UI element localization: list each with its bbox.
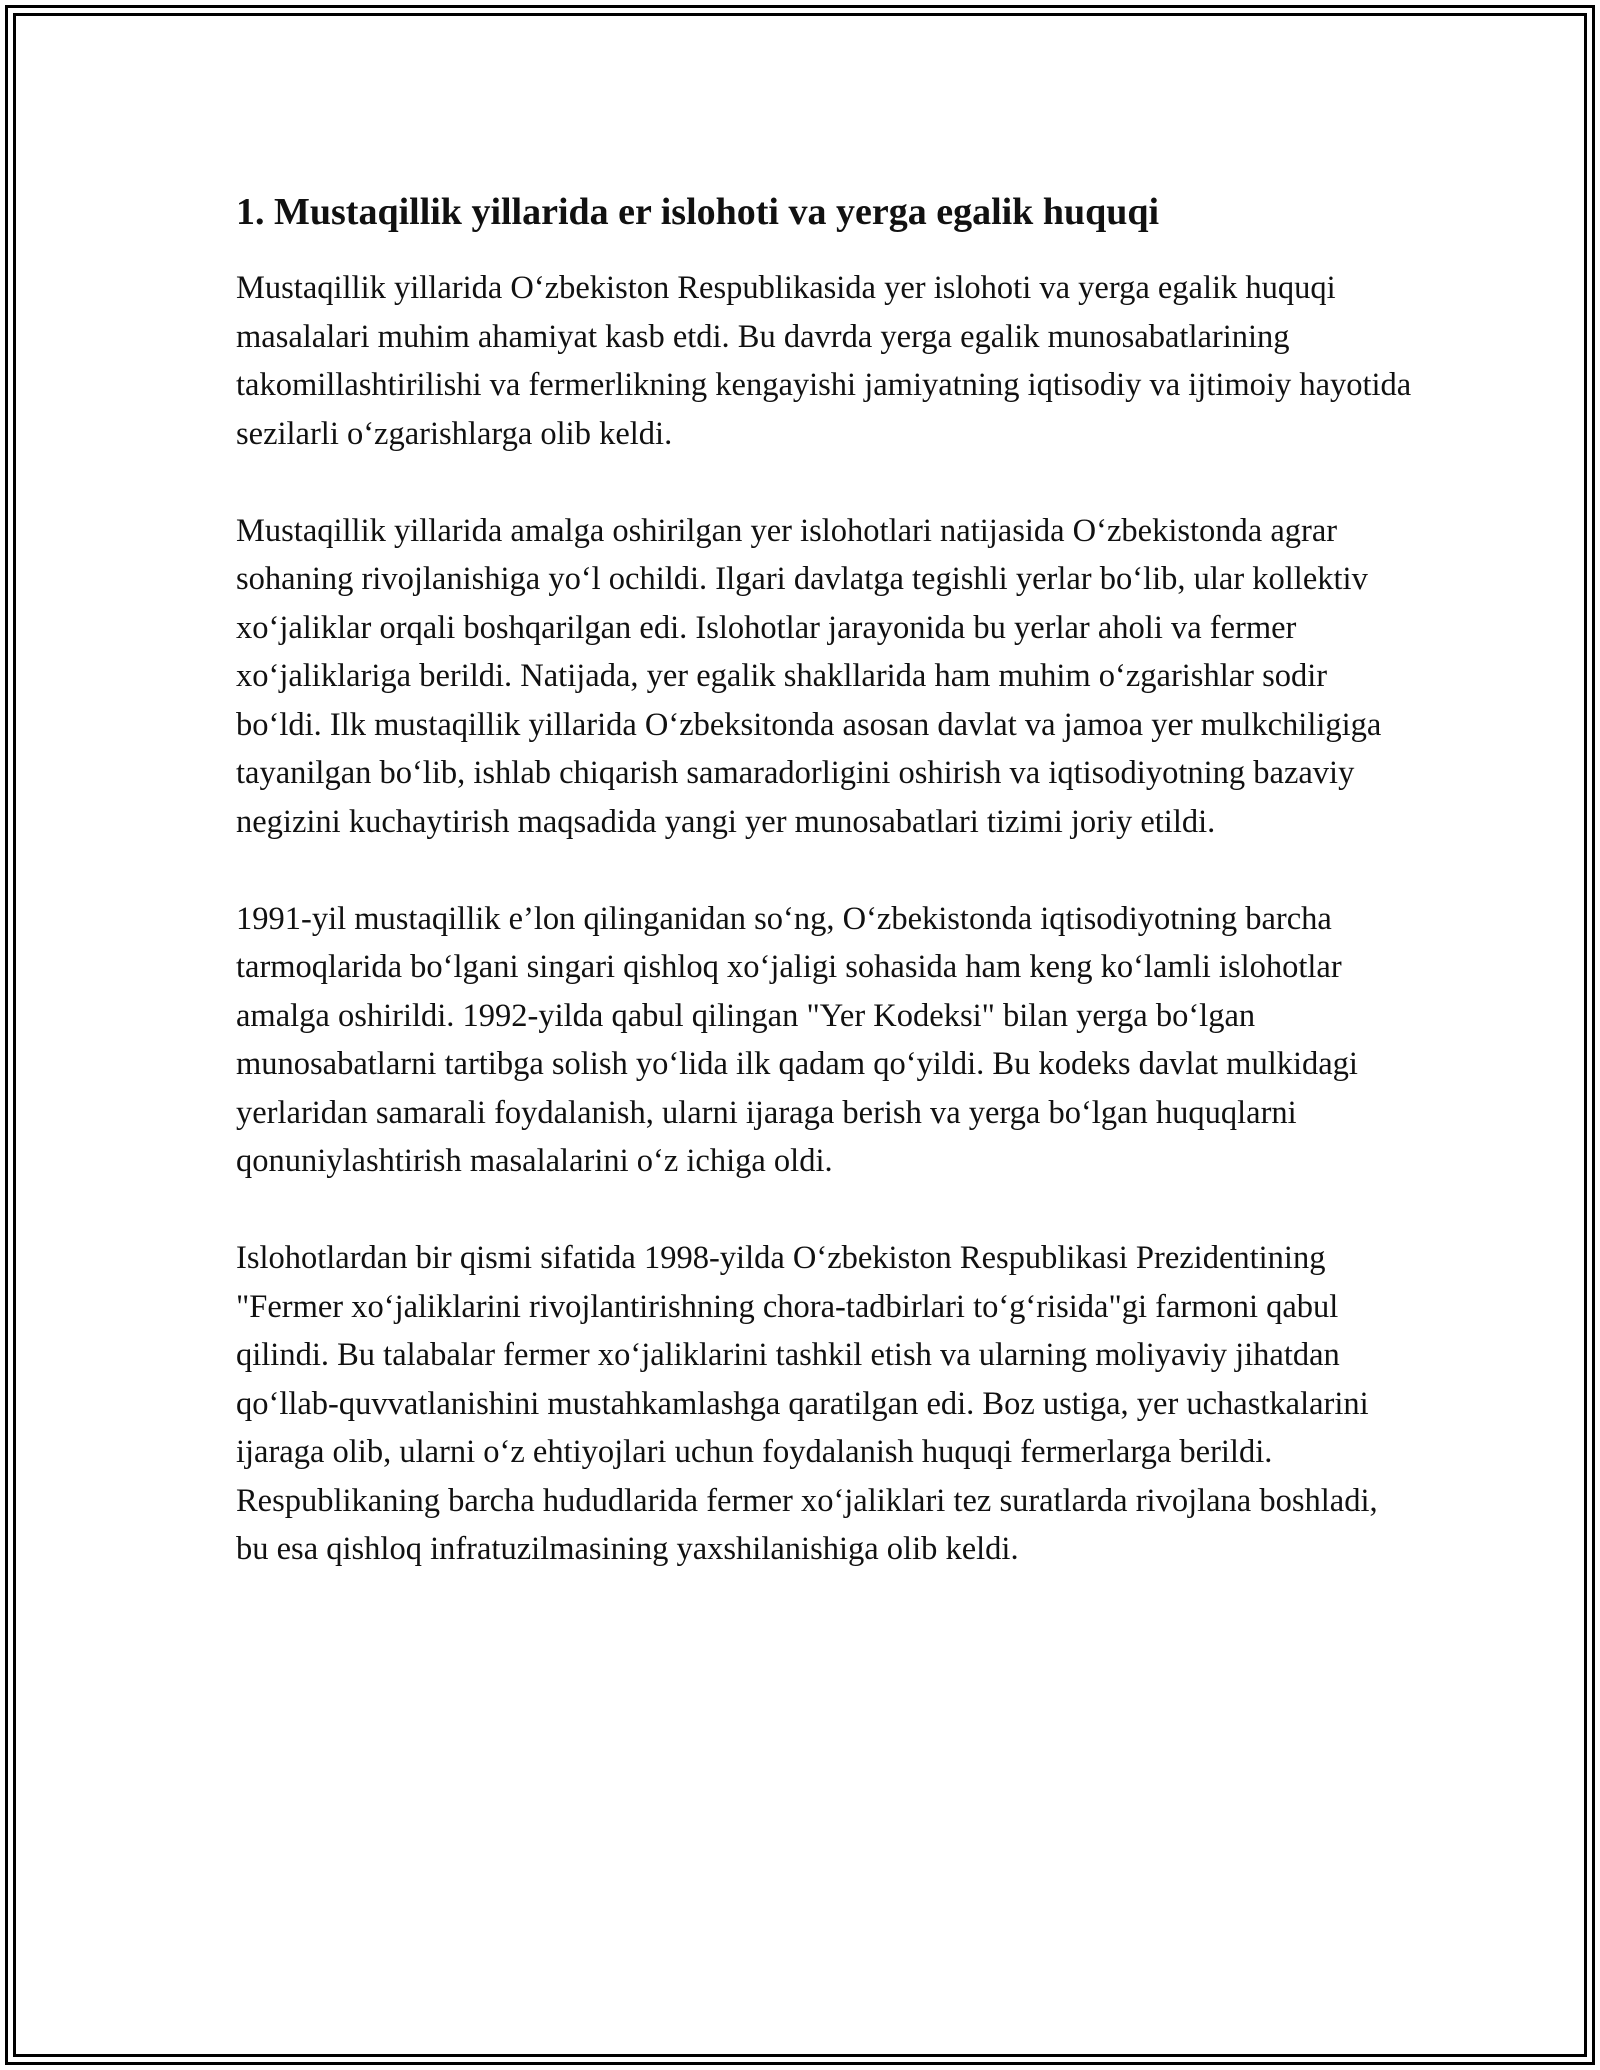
- paragraph-4: Islohotlardan bir qismi sifatida 1998-yilda O‘zbekiston Respublikasi Prezidentining "Fermer xo‘jaliklarini rivojlantirishning chora-tadbirlari to‘g‘risida"gi farmoni qabul qilindi. Bu talabalar fermer xo‘jaliklarini tashkil etish va ularning moliyaviy jihatdan qo‘llab-quvvatlanishini mustahkamlashga qaratilgan edi. Boz ustiga, yer uchastkalarini ijaraga olib, ularni o‘z ehtiyojlari uchun foydalanish huquqi fermerlarga berildi. Respublikaning barcha hududlarida fermer xo‘jaliklari tez suratlarda rivojlana boshladi, bu esa qishloq infratuzilmasining yaxshilanishiga olib keldi.: [236, 1240, 1378, 1567]
- section-heading: 1. Mustaqillik yillarida er islohoti va yerga egalik huquqi: [236, 191, 1160, 233]
- paragraph-2: Mustaqillik yillarida amalga oshirilgan yer islohotlari natijasida O‘zbekistonda agrar sohaning rivojlanishiga yo‘l ochildi. Ilgari davlatga tegishli yerlar bo‘lib, ular kollektiv xo‘jaliklar orqali boshqarilgan edi. Islohotlar jarayonida bu yerlar aholi va fermer xo‘jaliklariga berildi. Natijada, yer egalik shakllarida ham muhim o‘zgarishlar sodir bo‘ldi. Ilk mustaqillik yillarida O‘zbeksitonda asosan davlat va jamoa yer mulkchiligiga tayanilgan bo‘lib, ishlab chiqarish samaradorligini oshirish va iqtisodiyotning bazaviy negizini kuchaytirish maqsadida yangi yer munosabatlari tizimi joriy etildi.: [236, 512, 1382, 840]
- paragraph-1: Mustaqillik yillarida O‘zbekiston Respublikasida yer islohoti va yerga egalik huquqi masalalari muhim ahamiyat kasb etdi. Bu davrda yerga egalik munosabatlarining takomillashtirilishi va fermerlikning kengayishi jamiyatning iqtisodiy va ijtimoiy hayotida sezilarli o‘zgarishlarga olib keldi.: [236, 270, 1412, 452]
- document-body: [236, 186, 1416, 1574]
- paragraph-3: 1991-yil mustaqillik e’lon qilinganidan so‘ng, O‘zbekistonda iqtisodiyotning barcha tarmoqlarida bo‘lgani singari qishloq xo‘jaligi sohasida ham keng ko‘lamli islohotlar amalga oshirildi. 1992-yilda qabul qilingan "Yer Kodeksi" bilan yerga bo‘lgan munosabatlarni tartibga solish yo‘lida ilk qadam qo‘yildi. Bu kodeks davlat mulkidagi yerlaridan samarali foydalanish, ularni ijaraga berish va yerga bo‘lgan huquqlarni qonuniylashtirish masalalarini o‘z ichiga oldi.: [236, 900, 1358, 1179]
